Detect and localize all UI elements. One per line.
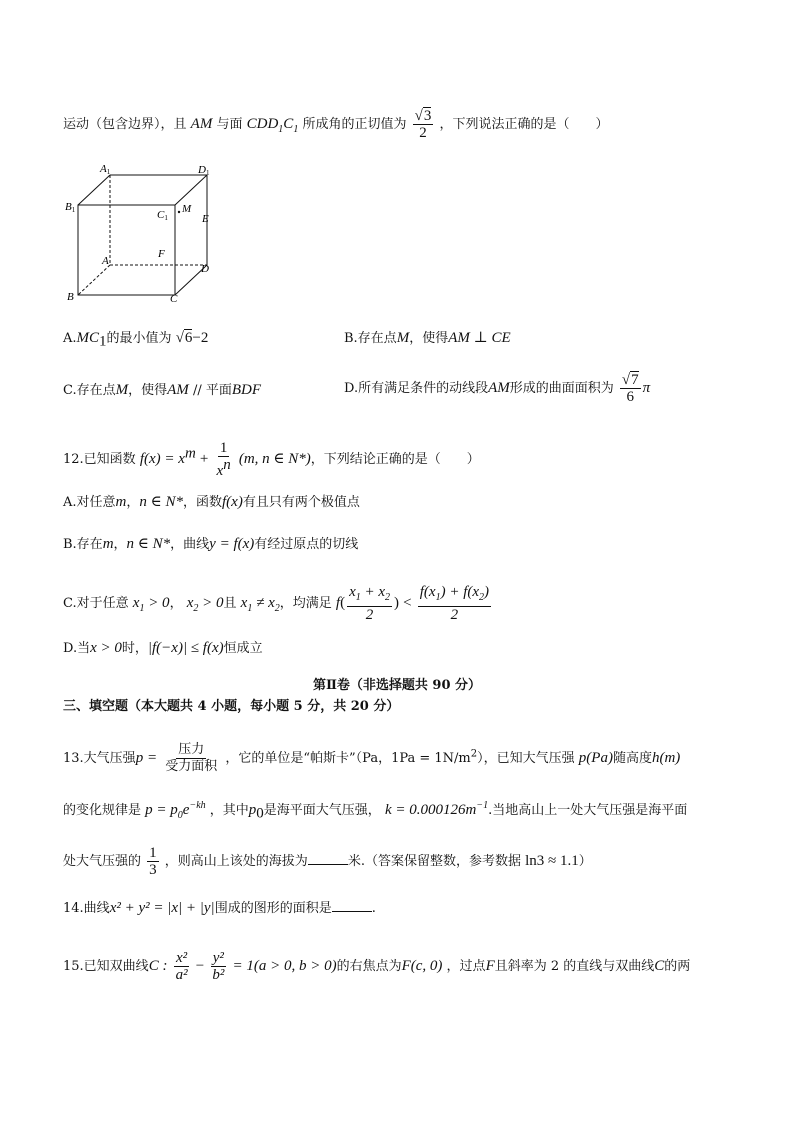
- label-C: C: [170, 293, 178, 305]
- label-M: M: [182, 203, 192, 215]
- part-title: 第Ⅱ卷（非选择题共 90 分）: [312, 678, 482, 693]
- label-A1: A1: [100, 163, 111, 176]
- label-B: B: [67, 291, 74, 303]
- label-A: A: [102, 255, 109, 267]
- label-D1: D1: [198, 164, 210, 177]
- q13-line3: 处大气压强的 $\frac{1}{3}$ ，则高山上该处的海拔为 米.（答案保留整数，参考数据 ln3 ≈ 1.1）: [63, 845, 592, 878]
- q12-option-d: D.当x > 0时，|f(−x)| ≤ f(x)恒成立: [63, 640, 263, 656]
- q12-option-a: A.对任意m，n ∈ N*，函数f(x)有且只有两个极值点: [63, 494, 360, 510]
- q12-stem: 12.已知函数 $f(x) = x^m$ + $\frac{1}{x^n}$ (m, n ∈ N*)，下列结论正确的是（ ）: [63, 440, 480, 479]
- label-C1: C1: [157, 209, 168, 222]
- q15: 15.已知双曲线C : $\frac{\text{x²}}{\text{a²}}$ − $\frac{\text{y²}}{\text{b²}}$ = 1(a > 0, b > 0)的右焦点为F(c, 0) ，过点F且斜率为 2 的直线与双曲线C的两: [63, 950, 691, 983]
- q11-option-d: D.所有满足条件的动线段AM形成的曲面面积为 $\frac{√7}{6}$ π: [344, 372, 651, 405]
- q13-line1: 13.大气压强p = $\frac{\text{压力}}{\text{受力面积}}$ ，它的单位是“帕斯卡”（Pa，$1Pa = 1N/m^2$），已知大气压强 p(Pa)随高度h(m): [63, 742, 681, 774]
- q11-option-c: C.存在点M，使得AM // 平面BDF: [63, 382, 262, 398]
- answer-blank[interactable]: [308, 852, 348, 865]
- answer-blank[interactable]: [332, 899, 372, 912]
- label-B1: B1: [65, 201, 76, 214]
- q11-option-b: B.存在点M，使得AM ⊥ CE: [344, 330, 511, 346]
- cube-figure: [62, 160, 222, 310]
- q11-intro: 运动（包含边界），且 AM 与面 $CDD_1C_1$ 所成角的正切值为 $\frac{√3}{2}$ ，下列说法正确的是（ ）: [63, 108, 609, 141]
- q14: 14.曲线x² + y² = |x| + |y|围成的图形的面积是 .: [63, 900, 376, 916]
- tangent-fraction: $\frac{√3}{2}$: [414, 108, 432, 141]
- q12-option-c: C.对于任意 $x_1 > 0$， $x_2 > 0$且 $x_1 \ne x_2$，均满足 f( $\frac{x_1 + x_2}{2}$ ) < $\frac{f(x_1) + f(x_2)}{2}$: [63, 584, 490, 623]
- q13-line2: 的变化规律是 $p = p_0e^{-kh}$ ，其中$p_0$是海平面大气压强， $k = 0.000126m^{-1}$.当地高山上一处大气压强是海平面: [63, 800, 688, 822]
- q11-option-a: $A.MC_1$的最小值为 √6−2: [63, 330, 209, 350]
- label-D: D: [201, 263, 209, 275]
- q12-option-b: B.存在m，n ∈ N*，曲线y = f(x)有经过原点的切线: [63, 536, 359, 552]
- label-E: E: [202, 213, 209, 225]
- label-F: F: [158, 248, 165, 260]
- plane-label: $CDD_1C_1$: [246, 116, 299, 135]
- section-heading: 三、填空题（本大题共 4 小题，每小题 5 分，共 20 分）: [63, 699, 400, 714]
